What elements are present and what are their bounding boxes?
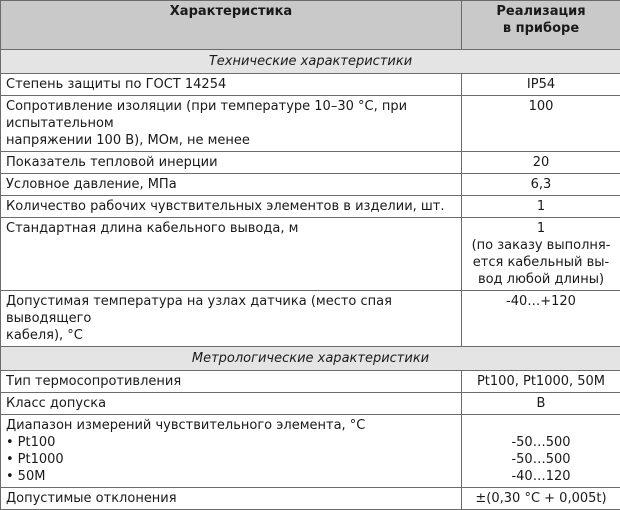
row-label-accuracy-class: Класс допуска: [1, 393, 462, 415]
row-value-cable-length-line2: (по заказу выполня-: [467, 237, 615, 254]
table-row: [1, 488, 620, 510]
row-value-thermo-type: Pt100, Pt1000, 50M: [462, 371, 620, 393]
table-row: [1, 96, 620, 152]
range-item-pt1000: • Pt1000: [6, 451, 456, 468]
row-label-node-temp: [1, 291, 462, 347]
header-implementation: [462, 1, 620, 50]
section-row-metrological: [1, 347, 620, 371]
table-row: [1, 371, 620, 393]
range-value-pt100: -50…500: [467, 434, 615, 451]
row-value-cable-length: [462, 218, 620, 291]
row-label-range: [1, 415, 462, 488]
table-row: [1, 218, 620, 291]
row-value-range: [462, 415, 620, 488]
table-row: [1, 74, 620, 96]
section-title-metrological: Метрологические характеристики: [1, 347, 620, 371]
table-row: [1, 152, 620, 174]
row-label-inertia: Показатель тепловой инерции: [1, 152, 462, 174]
row-label-node-temp-line1: Допустимая температура на узлах датчика (место спая выводящего: [6, 293, 456, 327]
row-label-node-temp-line2: кабеля), °С: [6, 327, 456, 344]
row-label-pressure: Условное давление, МПа: [1, 174, 462, 196]
row-value-cable-length-line3: ется кабельный вы-: [467, 254, 615, 271]
range-item-50m: • 50M: [6, 468, 456, 485]
table-row: [1, 415, 620, 488]
table-row: [1, 174, 620, 196]
header-implementation-line1: Реализация: [467, 3, 615, 20]
row-value-protection: IP54: [462, 74, 620, 96]
section-row-technical: [1, 50, 620, 74]
row-value-cable-length-line1: 1: [467, 220, 615, 237]
header-implementation-line2: в приборе: [467, 20, 615, 37]
section-title-technical: Технические характеристики: [1, 50, 620, 74]
row-value-deviation: ±(0,30 °С + 0,005t): [462, 488, 620, 510]
row-label-protection: Степень защиты по ГОСТ 14254: [1, 74, 462, 96]
range-value-50m: -40…120: [467, 468, 615, 485]
row-label-insulation-line2: напряжении 100 В), МОм, не менее: [6, 132, 456, 149]
table-row: [1, 393, 620, 415]
row-label-insulation: [1, 96, 462, 152]
range-item-pt100: • Pt100: [6, 434, 456, 451]
row-label-deviation: Допустимые отклонения: [1, 488, 462, 510]
row-value-cable-length-line4: вод любой длины): [467, 271, 615, 288]
row-label-range-title: Диапазон измерений чувствительного элемента, °С: [6, 417, 456, 434]
row-value-pressure: 6,3: [462, 174, 620, 196]
table-header-row: [1, 1, 620, 50]
table-row: [1, 196, 620, 218]
row-value-insulation: 100: [462, 96, 620, 152]
row-value-inertia: 20: [462, 152, 620, 174]
range-value-pt1000: -50…500: [467, 451, 615, 468]
row-label-insulation-line1: Сопротивление изоляции (при температуре 10–30 °С, при испытательном: [6, 98, 456, 132]
row-label-cable-length: Стандартная длина кабельного вывода, м: [1, 218, 462, 291]
row-value-accuracy-class: B: [462, 393, 620, 415]
row-value-elements-count: 1: [462, 196, 620, 218]
row-label-thermo-type: Тип термосопротивления: [1, 371, 462, 393]
header-characteristic: Характеристика: [1, 1, 462, 50]
table-row: [1, 291, 620, 347]
row-label-elements-count: Количество рабочих чувствительных элементов в изделии, шт.: [1, 196, 462, 218]
row-value-node-temp: -40…+120: [462, 291, 620, 347]
